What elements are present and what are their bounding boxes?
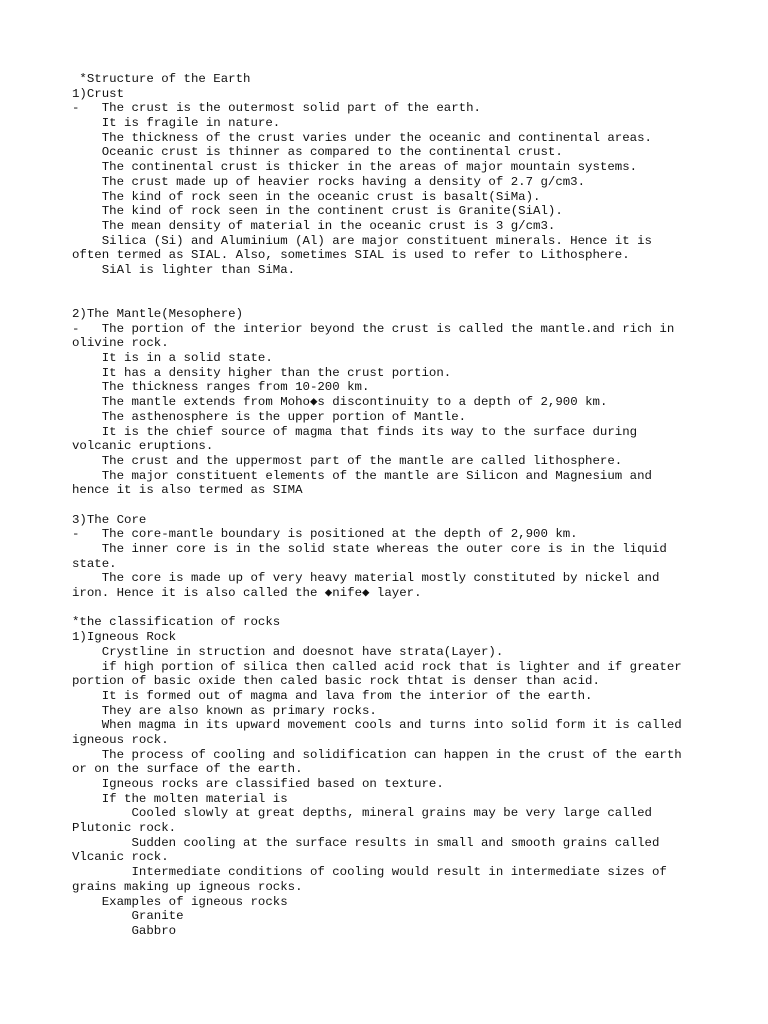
document-line: When magma in its upward movement cools and turns into solid form it is called xyxy=(72,718,682,733)
document-line: Oceanic crust is thinner as compared to the continental crust. xyxy=(72,145,563,160)
document-line: 3)The Core xyxy=(72,512,147,527)
document-line: Plutonic rock. xyxy=(72,821,177,836)
document-line: Gabbro xyxy=(72,923,177,938)
document-line xyxy=(72,601,682,616)
document-line: grains making up igneous rocks. xyxy=(72,879,303,894)
document-line: often termed as SIAL. Also, sometimes SIAL is used to refer to Lithosphere. xyxy=(72,248,630,263)
document-line: The kind of rock seen in the oceanic crust is basalt(SiMa). xyxy=(72,189,541,204)
document-line: The process of cooling and solidification can happen in the crust of the earth xyxy=(72,747,682,762)
document-line: 1)Igneous Rock xyxy=(72,630,177,645)
document-line: The inner core is in the solid state whereas the outer core is in the liquid xyxy=(72,542,667,556)
document-line: 1)Crust xyxy=(72,86,125,101)
document-line: olivine rock. xyxy=(72,336,169,351)
document-line: igneous rock. xyxy=(72,732,169,747)
document-line xyxy=(72,498,682,513)
document-line: It is in a solid state. xyxy=(72,351,273,366)
document-line: - The core-mantle boundary is positioned at the depth of 2,900 km. xyxy=(72,527,578,542)
document-line: The crust made up of heavier rocks having a density of 2.7 g/cm3. xyxy=(72,174,586,189)
document-line: Crystline in struction and doesnot have strata(Layer). xyxy=(72,644,504,659)
document-line: 2)The Mantle(Mesophere) xyxy=(72,307,244,321)
document-line: The continental crust is thicker in the areas of major mountain systems. xyxy=(72,160,638,175)
document-line: The mantle extends from Moho◆s discontinuity to a depth of 2,900 km. xyxy=(72,395,608,410)
document-line: Cooled slowly at great depths, mineral grains may be very large called xyxy=(72,806,652,821)
document-line: state. xyxy=(72,556,117,571)
document-body xyxy=(72,72,682,939)
document-line: hence it is also termed as SIMA xyxy=(72,483,303,498)
document-line xyxy=(72,292,682,307)
document-line: The kind of rock seen in the continent crust is Granite(SiAl). xyxy=(72,204,563,219)
document-line: The thickness ranges from 10-200 km. xyxy=(72,380,370,395)
document-line: if high portion of silica then called acid rock that is lighter and if greater xyxy=(72,659,682,674)
document-line: Examples of igneous rocks xyxy=(72,894,288,909)
document-line: *the classification of rocks xyxy=(72,615,281,630)
document-line: Granite xyxy=(72,909,184,924)
document-line: or on the surface of the earth. xyxy=(72,762,303,777)
document-line: SiAl is lighter than SiMa. xyxy=(72,262,296,277)
document-line: - The crust is the outermost solid part of the earth. xyxy=(72,101,481,116)
document-line: They are also known as primary rocks. xyxy=(72,703,377,718)
document-line: portion of basic oxide then caled basic rock thtat is denser than acid. xyxy=(72,674,600,689)
document-line: *Structure of the Earth xyxy=(72,72,251,86)
document-line: The crust and the uppermost part of the mantle are called lithosphere. xyxy=(72,453,623,468)
document-line: It has a density higher than the crust portion. xyxy=(72,365,452,380)
document-line: It is fragile in nature. xyxy=(72,116,281,131)
document-line: The asthenosphere is the upper portion of Mantle. xyxy=(72,409,467,424)
document-line: - The portion of the interior beyond the crust is called the mantle.and rich in xyxy=(72,321,675,336)
document-line: It is formed out of magma and lava from the interior of the earth. xyxy=(72,688,593,703)
document-line: Igneous rocks are classified based on texture. xyxy=(72,777,444,791)
document-line: iron. Hence it is also called the ◆nife◆ layer. xyxy=(72,586,422,601)
document-line: The core is made up of very heavy material mostly constituted by nickel and xyxy=(72,571,660,586)
document-line: Silica (Si) and Aluminium (Al) are major constituent minerals. Hence it is xyxy=(72,233,652,248)
document-line: The thickness of the crust varies under the oceanic and continental areas. xyxy=(72,130,652,145)
document-line: Vlcanic rock. xyxy=(72,850,169,865)
document-line: Sudden cooling at the surface results in small and smooth grains called xyxy=(72,835,660,850)
document-line: It is the chief source of magma that finds its way to the surface during xyxy=(72,424,638,439)
document-line: The mean density of material in the oceanic crust is 3 g/cm3. xyxy=(72,218,556,233)
document-line: The major constituent elements of the mantle are Silicon and Magnesium and xyxy=(72,468,652,483)
document-line: Intermediate conditions of cooling would result in intermediate sizes of xyxy=(72,865,667,880)
document-line: volcanic eruptions. xyxy=(72,439,214,454)
document-line xyxy=(72,278,682,293)
document-line: If the molten material is xyxy=(72,791,288,806)
